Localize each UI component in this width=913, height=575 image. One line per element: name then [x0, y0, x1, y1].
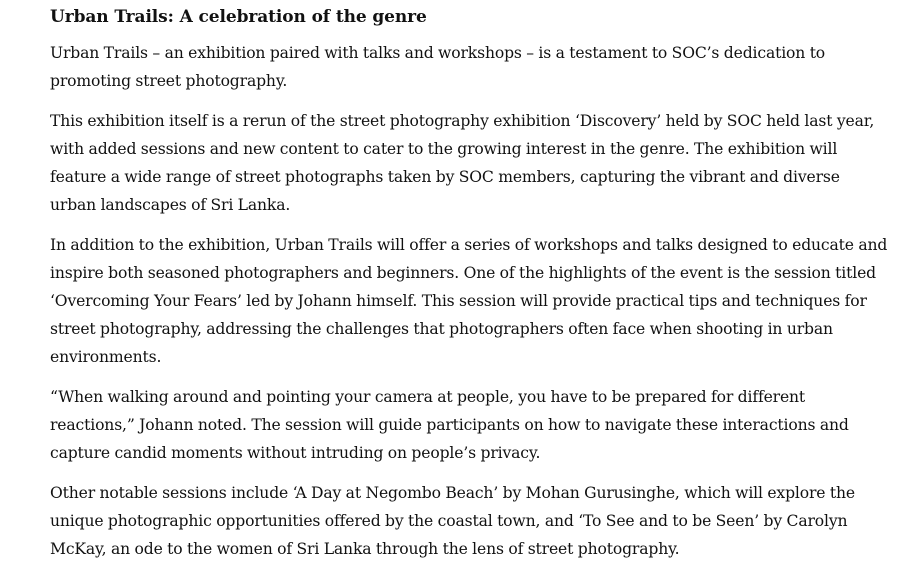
paragraph-workshops: In addition to the exhibition, Urban Trails will offer a series of workshops and talks designed to educate and inspire both seasoned photographers and beginners. One of the highlights of the event is the session titled ‘Overcoming Your Fears’ led by Johann himself. This session will provide practical tips and techniques for street photography, addressing the challenges that photographers often face when shooting in urban environments. — [50, 236, 888, 366]
paragraph-quote: “When walking around and pointing your camera at people, you have to be prepared for different reactions,” Johann noted. The session will guide participants on how to navigate these interactions and capture candid moments without intruding on people’s privacy. — [50, 388, 849, 462]
paragraph-other-sessions: Other notable sessions include ‘A Day at Negombo Beach’ by Mohan Gurusinghe, which will explore the unique photographic opportunities offered by the coastal town, and ‘To See and to be Seen’ by Carolyn McKay, an ode to the women of Sri Lanka through the lens of street photography. — [50, 484, 855, 558]
paragraph-exhibition: This exhibition itself is a rerun of the street photography exhibition ‘Discovery’ held by SOC held last year, with added sessions and new content to cater to the growing interest in the genre. The exhibition will feature a wide range of street photographs taken by SOC members, capturing the vibrant and diverse urban landscapes of Sri Lanka. — [50, 112, 875, 214]
article-body — [50, 5, 890, 575]
section-heading: Urban Trails: A celebration of the genre — [50, 7, 427, 27]
paragraph-intro: Urban Trails – an exhibition paired with talks and workshops – is a testament to SOC’s dedication to promoting street photography. — [50, 44, 826, 90]
